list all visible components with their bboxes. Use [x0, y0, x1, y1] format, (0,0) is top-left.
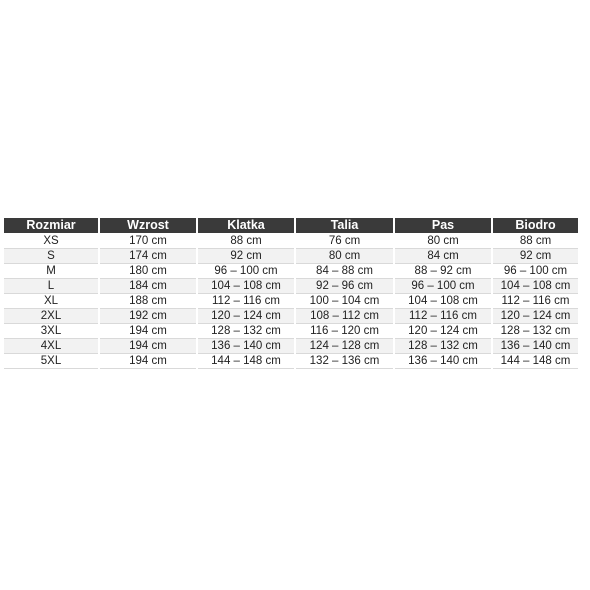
cell-chest: 112 – 116 cm — [198, 294, 294, 309]
cell-hip: 128 – 132 cm — [493, 324, 578, 339]
cell-belt: 136 – 140 cm — [395, 354, 491, 369]
header-row — [4, 218, 578, 234]
cell-chest: 96 – 100 cm — [198, 264, 294, 279]
header-wzrost: Wzrost — [100, 218, 196, 234]
header-klatka: Klatka — [198, 218, 294, 234]
cell-chest: 88 cm — [198, 234, 294, 249]
table-row — [4, 249, 578, 264]
cell-waist: 116 – 120 cm — [296, 324, 393, 339]
cell-height: 184 cm — [100, 279, 196, 294]
table-row — [4, 294, 578, 309]
table-row — [4, 324, 578, 339]
cell-chest: 92 cm — [198, 249, 294, 264]
cell-height: 194 cm — [100, 354, 196, 369]
cell-waist: 84 – 88 cm — [296, 264, 393, 279]
cell-chest: 128 – 132 cm — [198, 324, 294, 339]
table-row — [4, 234, 578, 249]
cell-hip: 120 – 124 cm — [493, 309, 578, 324]
cell-chest: 144 – 148 cm — [198, 354, 294, 369]
cell-belt: 84 cm — [395, 249, 491, 264]
cell-size: M — [4, 264, 98, 279]
cell-waist: 80 cm — [296, 249, 393, 264]
table-row — [4, 354, 578, 369]
size-chart-table — [2, 218, 580, 369]
cell-hip: 136 – 140 cm — [493, 339, 578, 354]
table-row — [4, 279, 578, 294]
cell-size: XL — [4, 294, 98, 309]
header-talia: Talia — [296, 218, 393, 234]
cell-chest: 136 – 140 cm — [198, 339, 294, 354]
cell-height: 194 cm — [100, 324, 196, 339]
cell-hip: 96 – 100 cm — [493, 264, 578, 279]
header-rozmiar: Rozmiar — [4, 218, 98, 234]
cell-size: L — [4, 279, 98, 294]
cell-belt: 88 – 92 cm — [395, 264, 491, 279]
cell-height: 170 cm — [100, 234, 196, 249]
size-chart-header — [4, 218, 578, 234]
cell-height: 192 cm — [100, 309, 196, 324]
cell-height: 194 cm — [100, 339, 196, 354]
cell-waist: 100 – 104 cm — [296, 294, 393, 309]
cell-belt: 80 cm — [395, 234, 491, 249]
cell-size: XS — [4, 234, 98, 249]
cell-height: 188 cm — [100, 294, 196, 309]
cell-hip: 144 – 148 cm — [493, 354, 578, 369]
table-row — [4, 264, 578, 279]
size-chart-body — [4, 234, 578, 369]
cell-size: 2XL — [4, 309, 98, 324]
table-row — [4, 309, 578, 324]
cell-size: 3XL — [4, 324, 98, 339]
cell-chest: 104 – 108 cm — [198, 279, 294, 294]
cell-size: 4XL — [4, 339, 98, 354]
cell-hip: 104 – 108 cm — [493, 279, 578, 294]
cell-height: 174 cm — [100, 249, 196, 264]
table-row — [4, 339, 578, 354]
cell-hip: 112 – 116 cm — [493, 294, 578, 309]
cell-chest: 120 – 124 cm — [198, 309, 294, 324]
cell-waist: 108 – 112 cm — [296, 309, 393, 324]
cell-hip: 92 cm — [493, 249, 578, 264]
cell-waist: 124 – 128 cm — [296, 339, 393, 354]
cell-waist: 92 – 96 cm — [296, 279, 393, 294]
cell-size: 5XL — [4, 354, 98, 369]
header-pas: Pas — [395, 218, 491, 234]
cell-belt: 104 – 108 cm — [395, 294, 491, 309]
cell-belt: 96 – 100 cm — [395, 279, 491, 294]
cell-waist: 132 – 136 cm — [296, 354, 393, 369]
cell-belt: 120 – 124 cm — [395, 324, 491, 339]
header-biodro: Biodro — [493, 218, 578, 234]
cell-height: 180 cm — [100, 264, 196, 279]
cell-waist: 76 cm — [296, 234, 393, 249]
cell-belt: 112 – 116 cm — [395, 309, 491, 324]
cell-size: S — [4, 249, 98, 264]
cell-hip: 88 cm — [493, 234, 578, 249]
cell-belt: 128 – 132 cm — [395, 339, 491, 354]
